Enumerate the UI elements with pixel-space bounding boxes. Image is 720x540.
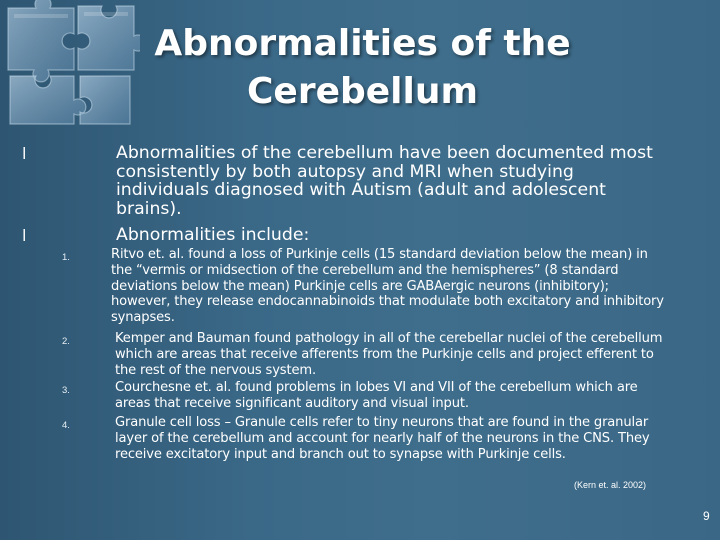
numbered-marker: 1. — [62, 252, 70, 263]
numbered-marker: 3. — [62, 385, 70, 396]
bullet-marker: l — [22, 144, 27, 163]
numbered-marker: 2. — [62, 336, 70, 347]
citation: (Kern et. al. 2002) — [574, 480, 647, 490]
page-number: 9 — [703, 509, 710, 523]
numbered-marker: 4. — [62, 420, 70, 431]
numbered-item-text: Courchesne et. al. found problems in lobes VI and VII of the cerebellum which are areas that receive significant auditory and visual input. — [115, 380, 638, 411]
title-line-2: Cerebellum — [246, 71, 478, 112]
title-line-1: Abnormalities of the — [154, 23, 571, 64]
numbered-item-text: Kemper and Bauman found pathology in all of the cerebellar nuclei of the cerebellum which are areas that receive afferents from the Purkinje cells and project efferent to the rest of the nervous system. — [115, 331, 663, 378]
bullet-marker: l — [22, 226, 27, 245]
bullet-text: Abnormalities of the cerebellum have been documented most consistently by both autopsy and MRI when studying individuals diagnosed with Autism (adult and adolescent brains). — [116, 143, 653, 219]
numbered-item-text: Granule cell loss – Granule cells refer to tiny neurons that are found in the granular layer of the cerebellum and account for nearly half of the neurons in the CNS. They receive excitatory input and branch out to synapse with Purkinje cells. — [115, 415, 650, 462]
bullet-text: Abnormalities include: — [116, 225, 310, 245]
numbered-item-text: Ritvo et. al. found a loss of Purkinje cells (15 standard deviation below the mean) in the “vermis or midsection of the cerebellum and the hemispheres” (8 standard deviations below the mean) Purkinje cells are GABAergic neurons (inhibitory); however, they release endocannabinoids that modulate both excitatory and inhibitory synapses. — [111, 247, 664, 326]
